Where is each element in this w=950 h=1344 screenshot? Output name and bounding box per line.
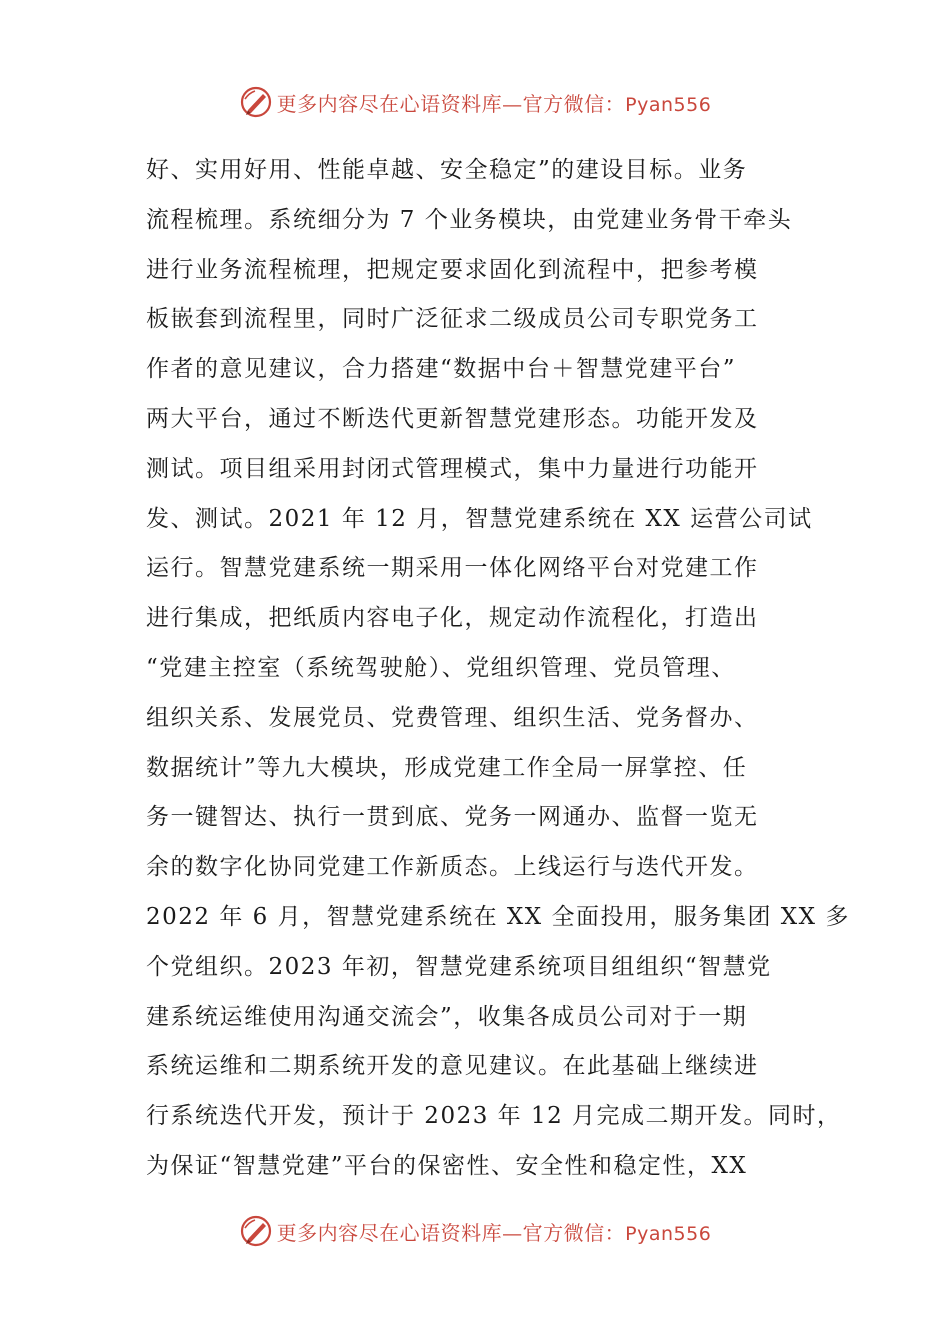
body-text-line: 个党组织。2023 年初，智慧党建系统项目组组织“智慧党: [146, 953, 772, 980]
body-text-line: 板嵌套到流程里，同时广泛征求二级成员公司专职党务工: [146, 306, 759, 333]
body-text-line: 为保证“智慧党建”平台的保密性、安全性和稳定性，XX: [146, 1152, 748, 1179]
body-text-line: 建系统运维使用沟通交流会”，收集各成员公司对于一期: [146, 1003, 748, 1030]
body-text-line: 好、实用好用、性能卓越、安全稳定”的建设目标。业务: [146, 157, 748, 183]
pen-logo-icon: [239, 1214, 273, 1248]
body-text-line: 2022 年 6 月，智慧党建系统在 XX 全面投用，服务集团 XX 多: [146, 903, 850, 930]
body-text-line: 进行业务流程梳理，把规定要求固化到流程中，把参考模: [146, 256, 759, 283]
body-text-line: 系统运维和二期系统开发的意见建议。在此基础上继续进: [146, 1053, 759, 1080]
wechat-id: Pyan556: [625, 1222, 712, 1245]
body-text-line: 发、测试。2021 年 12 月，智慧党建系统在 XX 运营公司试: [146, 505, 813, 532]
body-text-line: 行系统迭代开发，预计于 2023 年 12 月完成二期开发。同时，: [146, 1103, 842, 1130]
body-text-line: 运行。智慧党建系统一期采用一体化网络平台对党建工作: [146, 555, 759, 582]
body-text-line: 进行集成，把纸质内容电子化，规定动作流程化，打造出: [146, 605, 759, 632]
document-body: [146, 146, 850, 1192]
body-text-line: “党建主控室（系统驾驶舱）、党组织管理、党员管理、: [146, 654, 736, 681]
body-text-line: 测试。项目组采用封闭式管理模式，集中力量进行功能开: [146, 455, 759, 482]
wechat-id: Pyan556: [625, 93, 712, 116]
footer-watermark-banner: [0, 1209, 950, 1253]
body-text-line: 务一键智达、执行一贯到底、党务一网通办、监督一览无: [146, 804, 759, 831]
pen-logo-icon: [239, 85, 273, 119]
body-text-line: 余的数字化协同党建工作新质态。上线运行与迭代开发。: [146, 854, 759, 881]
body-text-line: 组织关系、发展党员、党费管理、组织生活、党务督办、: [146, 704, 759, 731]
watermark-text: 更多内容尽在心语资料库—官方微信：Pyan556: [276, 1220, 712, 1245]
body-text-line: 流程梳理。系统细分为 7 个业务模块，由党建业务骨干牵头: [146, 206, 793, 233]
body-text-line: 两大平台，通过不断迭代更新智慧党建形态。功能开发及: [146, 405, 759, 432]
watermark-text: 更多内容尽在心语资料库—官方微信：Pyan556: [276, 91, 712, 116]
body-text-line: 作者的意见建议，合力搭建“数据中台＋智慧党建平台”: [146, 356, 737, 383]
body-text-line: 数据统计”等九大模块，形成党建工作全局一屏掌控、任: [146, 754, 748, 781]
header-watermark-banner: [0, 80, 950, 124]
